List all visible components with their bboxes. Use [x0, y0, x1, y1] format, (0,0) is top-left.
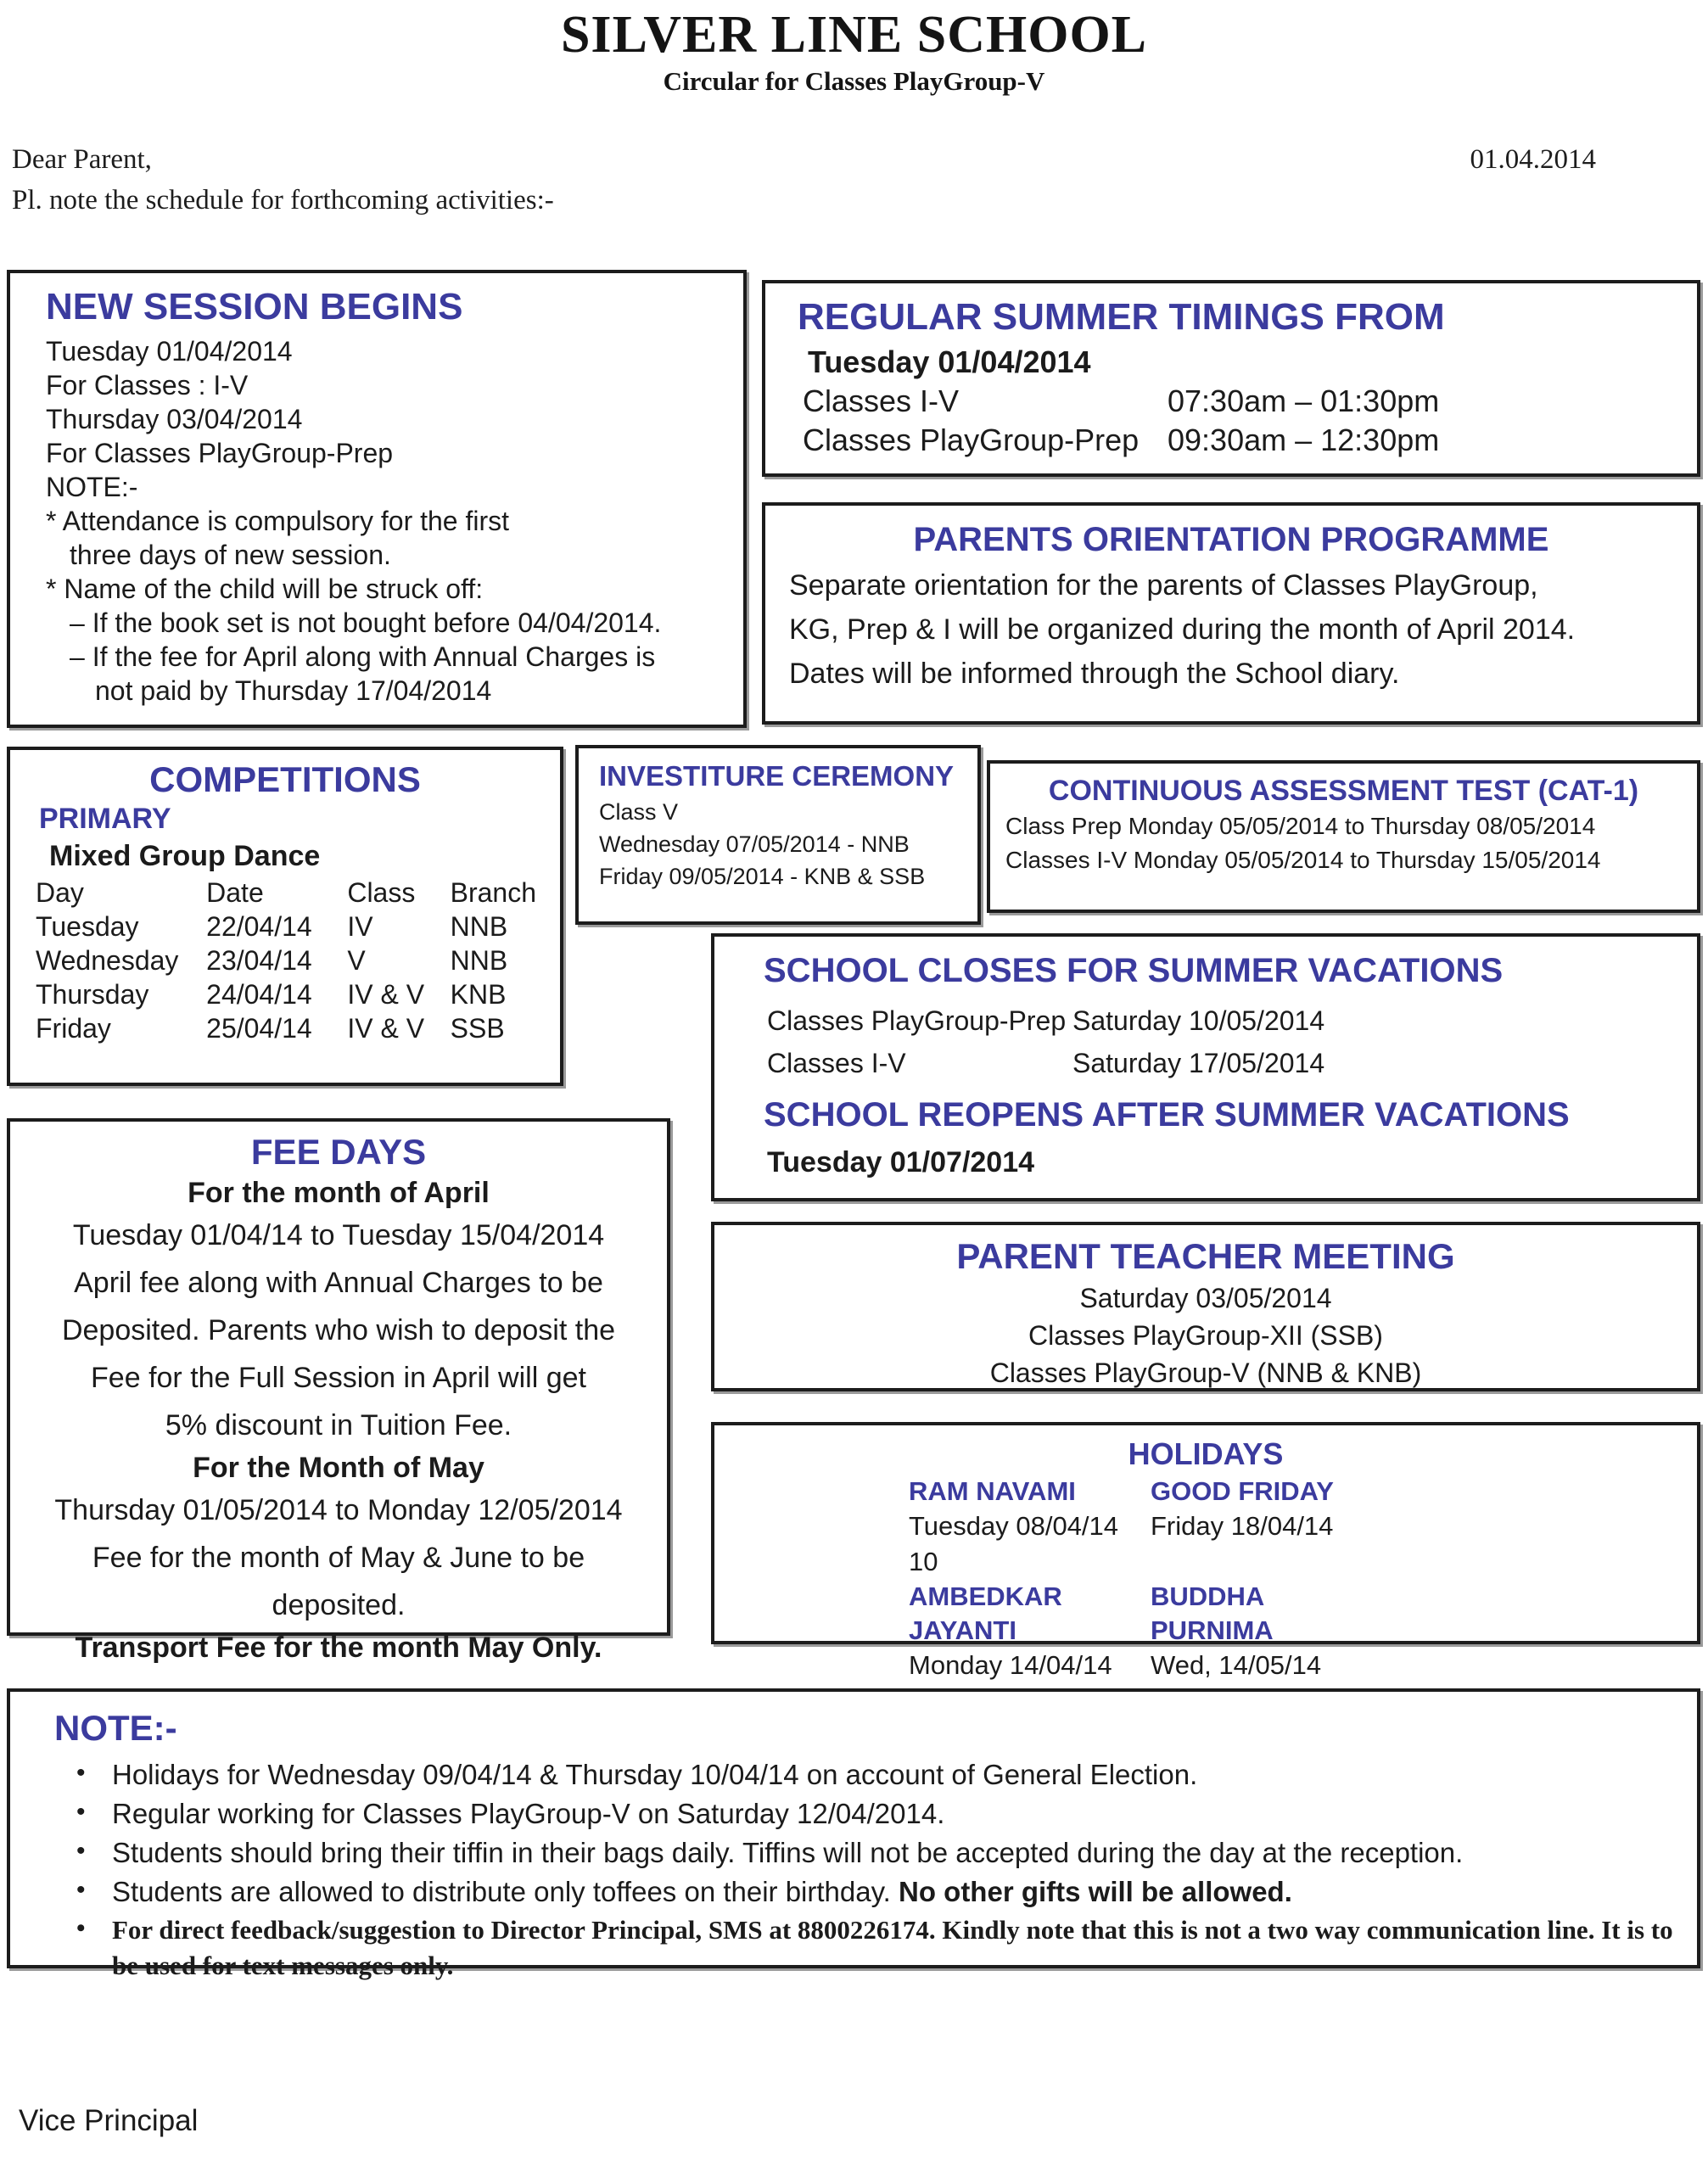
new-session-note-2a: – If the book set is not bought before 04/04/2014. — [70, 607, 662, 638]
holiday-date: Tuesday 08/04/14 10 — [909, 1511, 1119, 1576]
continuous-assessment-test-box — [987, 760, 1700, 913]
circular-date: 01.04.2014 — [1470, 144, 1596, 175]
summer-timings-classes: Classes I-V — [803, 383, 960, 418]
fee-days-april-line-2: Deposited. Parents who wish to deposit the — [61, 1314, 616, 1346]
cell-branch: KNB — [450, 979, 507, 1010]
cell-class: V — [347, 945, 366, 976]
fee-days-april-label: For the month of April — [188, 1177, 490, 1209]
fee-days-april-line-4: 5% discount in Tuition Fee. — [165, 1409, 512, 1441]
parent-teacher-meeting-box — [711, 1222, 1700, 1391]
note-bullet-item: • Regular working for Classes PlayGroup-V on Saturday 12/04/2014. — [71, 1795, 1685, 1833]
holiday-name: GOOD FRIDAY — [1151, 1476, 1334, 1506]
parents-orientation-box — [762, 502, 1700, 725]
summer-timings-time: 09:30am – 12:30pm — [1168, 423, 1440, 457]
new-session-line-1: Tuesday 01/04/2014 — [46, 336, 293, 367]
investiture-line-1: Class V — [599, 799, 679, 825]
new-session-line-4: For Classes PlayGroup-Prep — [46, 438, 394, 468]
table-row — [36, 977, 548, 1011]
summer-timings-row — [803, 421, 1685, 460]
holiday-date: Monday 14/04/14 — [909, 1650, 1112, 1680]
table-row — [36, 910, 548, 943]
new-session-note-2b: – If the fee for April along with Annual Charges is — [70, 641, 656, 672]
parents-orientation-line-3: Dates will be informed through the School diary. — [789, 658, 1400, 690]
table-row — [36, 943, 548, 977]
ptm-line-1: Saturday 03/05/2014 — [1079, 1283, 1332, 1313]
competitions-section-label: PRIMARY — [39, 803, 171, 835]
column-header-branch: Branch — [450, 877, 537, 908]
fee-days-transport-line: Transport Fee for the month May Only. — [75, 1632, 602, 1664]
note-bullet-item — [71, 1873, 1685, 1911]
new-session-note-1: * Attendance is compulsory for the first — [46, 506, 510, 536]
summer-timings-time: 07:30am – 01:30pm — [1168, 383, 1440, 418]
school-reopens-heading: SCHOOL REOPENS AFTER SUMMER VACATIONS — [764, 1096, 1570, 1134]
ptm-line-3: Classes PlayGroup-V (NNB & KNB) — [989, 1358, 1422, 1388]
salutation: Dear Parent, — [12, 144, 152, 175]
school-closes-classes: Classes PlayGroup-Prep — [767, 1005, 1067, 1036]
note-bullet-plain: Students are allowed to distribute only toffees on their birthday. — [112, 1876, 899, 1907]
holiday-date: Friday 18/04/14 — [1151, 1511, 1334, 1541]
column-header-day: Day — [36, 877, 84, 908]
summer-timings-classes: Classes PlayGroup-Prep — [803, 423, 1140, 457]
signature-vice-principal: Vice Principal — [19, 2104, 199, 2137]
cell-date: 22/04/14 — [206, 911, 312, 942]
holiday-name: AMBEDKAR JAYANTI — [909, 1581, 1062, 1645]
note-bullet-item: • Students should bring their tiffin in their bags daily. Tiffins will not be accepted during the day at the reception. — [71, 1834, 1685, 1872]
summer-timings-effective-date: Tuesday 01/04/2014 — [808, 344, 1091, 379]
cell-date: 24/04/14 — [206, 979, 312, 1010]
fee-days-may-range: Thursday 01/05/2014 to Monday 12/05/2014 — [54, 1494, 623, 1526]
fee-days-may-line-1: Fee for the month of May & June to be deposited. — [92, 1542, 585, 1621]
table-row — [36, 1011, 548, 1045]
ptm-heading: PARENT TEACHER MEETING — [956, 1236, 1455, 1276]
holidays-date-row — [909, 1648, 1685, 1683]
parents-orientation-line-2: KG, Prep & I will be organized during the month of April 2014. — [789, 613, 1576, 646]
intro-line: Pl. note the schedule for forthcoming activities:- — [12, 185, 554, 216]
investiture-line-3: Friday 09/05/2014 - KNB & SSB — [599, 864, 926, 889]
investiture-line-2: Wednesday 07/05/2014 - NNB — [599, 831, 910, 857]
cell-day: Wednesday — [36, 945, 179, 976]
holiday-date: Wed, 14/05/14 — [1151, 1650, 1322, 1680]
cell-branch: NNB — [450, 945, 508, 976]
cell-day: Thursday — [36, 979, 149, 1010]
holiday-name: RAM NAVAMI — [909, 1476, 1076, 1506]
investiture-ceremony-box — [575, 745, 981, 925]
school-closes-box — [711, 933, 1700, 1201]
holidays-name-row — [909, 1475, 1685, 1509]
summer-timings-row — [803, 382, 1685, 421]
holidays-heading: HOLIDAYS — [1128, 1436, 1284, 1471]
ptm-line-2: Classes PlayGroup-XII (SSB) — [1028, 1320, 1383, 1351]
note-bullet-emphasis: No other gifts will be allowed. — [899, 1876, 1292, 1907]
table-header-row — [36, 876, 548, 910]
new-session-note-2: * Name of the child will be struck off: — [46, 574, 484, 604]
fee-days-april-range: Tuesday 01/04/14 to Tuesday 15/04/2014 — [72, 1219, 605, 1251]
holidays-box — [711, 1422, 1700, 1680]
investiture-heading: INVESTITURE CEREMONY — [599, 760, 955, 792]
fee-days-box — [7, 1118, 670, 1664]
competitions-heading: COMPETITIONS — [149, 759, 421, 799]
note-bullet-item: • Holidays for Wednesday 09/04/14 & Thursday 10/04/14 on account of General Election. — [71, 1756, 1685, 1794]
note-heading: NOTE:- — [54, 1708, 177, 1748]
holidays-grid — [909, 1475, 1685, 1683]
cell-branch: NNB — [450, 911, 508, 942]
page-title: SILVER LINE SCHOOL — [560, 6, 1148, 64]
column-header-class: Class — [347, 877, 416, 908]
cat1-line-1: Class Prep Monday 05/05/2014 to Thursday 08/05/2014 — [1005, 813, 1596, 839]
cell-day: Tuesday — [36, 911, 139, 942]
cell-day: Friday — [36, 1013, 111, 1044]
school-closes-row — [767, 1042, 1685, 1084]
school-closes-heading: SCHOOL CLOSES FOR SUMMER VACATIONS — [764, 952, 1504, 989]
cat1-line-2: Classes I-V Monday 05/05/2014 to Thursday 15/05/2014 — [1005, 847, 1601, 873]
fee-days-april-line-1: April fee along with Annual Charges to be — [74, 1267, 603, 1299]
cell-class: IV & V — [347, 979, 425, 1010]
school-closes-row — [767, 999, 1685, 1042]
school-closes-classes: Classes I-V — [767, 1048, 906, 1078]
cell-date: 25/04/14 — [206, 1013, 312, 1044]
cell-branch: SSB — [450, 1013, 505, 1044]
competitions-box — [7, 747, 563, 1086]
holidays-date-row — [909, 1509, 1685, 1580]
column-header-date: Date — [206, 877, 264, 908]
school-reopens-date: Tuesday 01/07/2014 — [767, 1146, 1035, 1178]
parents-orientation-line-1: Separate orientation for the parents of Classes PlayGroup, — [789, 569, 1538, 602]
new-session-note-2c: not paid by Thursday 17/04/2014 — [95, 675, 492, 706]
cat1-heading: CONTINUOUS ASSESSMENT TEST (CAT-1) — [1048, 775, 1639, 807]
competitions-table — [36, 876, 548, 1045]
summer-timings-heading: REGULAR SUMMER TIMINGS FROM — [798, 296, 1445, 338]
new-session-heading: NEW SESSION BEGINS — [46, 286, 463, 327]
new-session-line-3: Thursday 03/04/2014 — [46, 404, 303, 434]
new-session-note-1b: three days of new session. — [70, 540, 391, 570]
new-session-line-2: For Classes : I-V — [46, 370, 249, 400]
note-box — [7, 1688, 1700, 1980]
new-session-note-label: NOTE:- — [46, 472, 138, 502]
holidays-name-row — [909, 1580, 1685, 1648]
cell-date: 23/04/14 — [206, 945, 312, 976]
fee-days-may-label: For the Month of May — [193, 1452, 484, 1484]
new-session-box — [7, 270, 747, 728]
page-subtitle: Circular for Classes PlayGroup-V — [663, 66, 1045, 96]
competitions-event-name: Mixed Group Dance — [49, 840, 321, 872]
school-closes-date: Saturday 10/05/2014 — [1072, 1005, 1325, 1036]
note-bullet-list — [22, 1756, 1685, 1984]
cell-class: IV — [347, 911, 373, 942]
cell-class: IV & V — [347, 1013, 425, 1044]
fee-days-heading: FEE DAYS — [250, 1132, 427, 1172]
note-bullet-item: • For direct feedback/suggestion to Director Principal, SMS at 8800226174. Kindly note that this is not a two way communication line. It is to be used for text messages only. — [71, 1912, 1685, 1984]
holiday-name: BUDDHA PURNIMA — [1151, 1581, 1274, 1645]
school-closes-date: Saturday 17/05/2014 — [1072, 1048, 1325, 1078]
fee-days-april-line-3: Fee for the Full Session in April will get — [91, 1362, 586, 1394]
parents-orientation-heading: PARENTS ORIENTATION PROGRAMME — [913, 521, 1549, 558]
summer-timings-box — [762, 280, 1700, 477]
